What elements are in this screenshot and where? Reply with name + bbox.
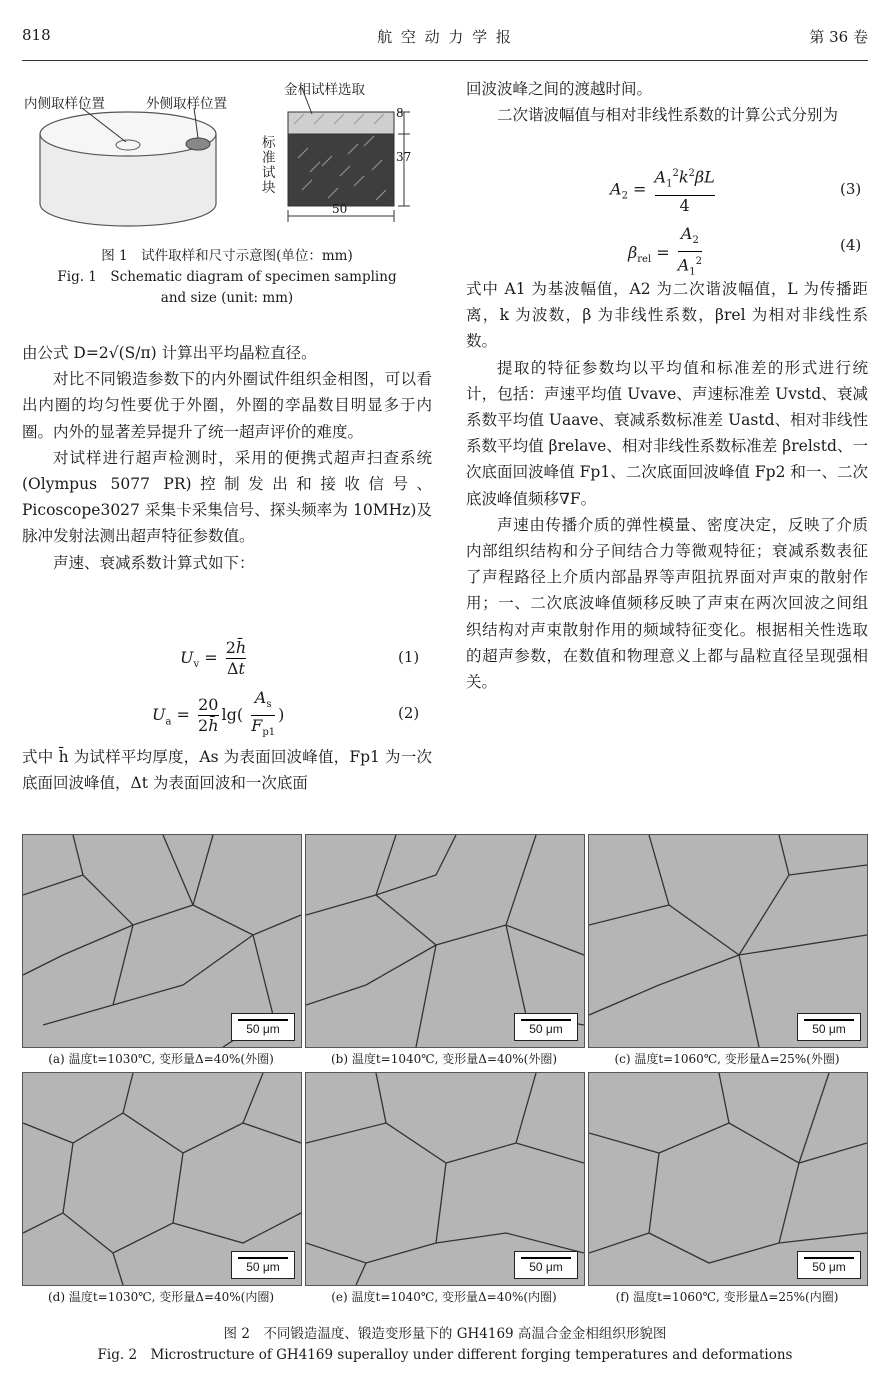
eq3-label: (3) <box>840 180 862 198</box>
subcaption-c: (c) 温度t=1060℃, 变形量Δ=25%(外圈) <box>614 1052 840 1066</box>
right-column-top <box>466 76 868 128</box>
fig1-dim-bottom: 50 <box>332 202 348 216</box>
subcaption-f: (f) 温度t=1060℃, 变形量Δ=25%(内圈) <box>615 1290 839 1304</box>
micrograph-b <box>305 834 585 1048</box>
fig1-label-select: 金相试样选取 <box>284 82 365 98</box>
fig2-caption <box>22 1324 868 1366</box>
right-p4: 声速由传播介质的弹性模量、密度决定，反映了介质内部组织结构和分子间结合力等微观特征；衰减系数表征了声程路径上介质内部晶界等声阻抗界面对声束的散射作用；一、二次底波峰值频移反映了声束在两次回波之间组织结构对声束散射作用的频域特征变化。根据相关性选取的超声参数，在数值和物理意义上都与晶粒直径呈现强相关。 <box>466 515 868 692</box>
left-p5: 式中 h̄ 为试样平均厚度，As 为表面回波峰值，Fp1 为一次底面回波峰值，Δt 为表面回波和一次底面 <box>22 748 432 793</box>
fig1-label-block: 标准试块 <box>262 135 276 196</box>
micrograph-d <box>22 1072 302 1286</box>
fig2-caption-en: Fig. 2 Microstructure of GH4169 superalloy under different forging temperatures and deformations <box>97 1347 793 1363</box>
right-p2: 式中 A1 为基波幅值，A2 为二次谐波幅值，L 为传播距离，k 为波数，β 为非线性系数，βrel 为相对非线性系数。 <box>466 280 868 351</box>
journal-title: 航 空 动 力 学 报 <box>377 28 513 46</box>
header-rule <box>22 60 868 61</box>
scale-bar-a: 50 μm <box>231 1013 295 1041</box>
eq2-label: (2) <box>398 704 420 722</box>
subcaption-e: (e) 温度t=1040℃, 变形量Δ=40%(内圈) <box>331 1290 557 1304</box>
scale-bar-d: 50 μm <box>231 1251 295 1279</box>
eq4-label: (4) <box>840 236 862 254</box>
subcaption-d: (d) 温度t=1030℃, 变形量Δ=40%(内圈) <box>47 1290 275 1304</box>
micrograph-c <box>588 834 868 1048</box>
fig1-dim-top: 8 <box>396 106 404 120</box>
fig1-label-inner: 内侧取样位置 <box>24 96 105 112</box>
left-p2: 对比不同锻造参数下的内外圈试件组织金相图，可以看出内圈的均匀性要优于外圈，外圈的孪晶数目明显多于内圈。内外的显著差异提升了统一超声评价的难度。 <box>22 370 432 441</box>
right-p0: 回波波峰之间的渡越时间。 <box>466 80 653 98</box>
left-p1: 由公式 D=2√(S/π) 计算出平均晶粒直径。 <box>22 344 317 362</box>
scale-bar-e: 50 μm <box>514 1251 578 1279</box>
equation-2: $U_a$ = $\frac{20}{2h̄}$ lg( $\frac{A_s}{F_{p1}}$ ) <box>152 688 285 739</box>
equation-1: $U_v$ = $\frac{2h̄}{\Delta t}$ <box>180 638 247 678</box>
fig1-caption-en-2: and size (unit: mm) <box>160 290 294 306</box>
scale-bar-f: 50 μm <box>797 1251 861 1279</box>
scale-bar-b: 50 μm <box>514 1013 578 1041</box>
left-column <box>22 340 432 576</box>
micrograph-e <box>305 1072 585 1286</box>
fig1-dim-side: 37 <box>396 150 412 164</box>
volume-label: 第 36 卷 <box>809 28 868 46</box>
equation-4: $\beta_{rel}$ = $\frac{A_2}{A_1^2}$ <box>628 224 703 278</box>
right-column-body <box>466 276 868 695</box>
fig1-caption-en-1: Fig. 1 Schematic diagram of specimen sampling <box>57 269 397 285</box>
right-p3: 提取的特征参数均以平均值和标准差的形式进行统计，包括：声速平均值 Uvave、声速标准差 Uvstd、衰减系数平均值 Uaave、衰减系数标准差 Uastd、相对非线性系数平均值 βrelave、相对非线性系数标准差 βrelstd、一次底面回波峰值 Fp1、二次底面回波峰值 Fp2 和一、二次底波峰值频移∇F。 <box>466 358 868 508</box>
left-p4: 声速、衰减系数计算式如下： <box>53 553 255 572</box>
fig1-label-outer: 外侧取样位置 <box>146 96 227 112</box>
fig2-caption-cn: 图 2 不同锻造温度、锻造变形量下的 GH4169 高温合金金相组织形貌图 <box>223 1326 667 1342</box>
scale-bar-c: 50 μm <box>797 1013 861 1041</box>
fig1-caption-cn: 图 1 试件取样和尺寸示意图(单位：mm) <box>101 248 353 264</box>
fig1-caption <box>22 246 432 309</box>
left-p3: 对试样进行超声检测时，采用的便携式超声扫查系统(Olympus 5077 PR)控制发出和接收信号、Picoscope3027 采集卡采集信号、探头频率为 10MHz)及脉冲发射法测出超声特征参数值。 <box>22 448 432 546</box>
eq1-label: (1) <box>398 648 420 666</box>
right-p1: 二次谐波幅值与相对非线性系数的计算公式分别为 <box>497 106 839 125</box>
subcaption-a: (a) 温度t=1030℃, 变形量Δ=40%(外圈) <box>48 1052 274 1066</box>
left-column-tail <box>22 744 432 796</box>
subcaption-b: (b) 温度t=1040℃, 变形量Δ=40%(外圈) <box>330 1052 558 1066</box>
page-number: 818 <box>22 26 51 44</box>
micrograph-f <box>588 1072 868 1286</box>
micrograph-a <box>22 834 302 1048</box>
equation-3: $A_2$ = $\frac{A_1^2k^2\beta L}{4}$ <box>610 164 718 216</box>
